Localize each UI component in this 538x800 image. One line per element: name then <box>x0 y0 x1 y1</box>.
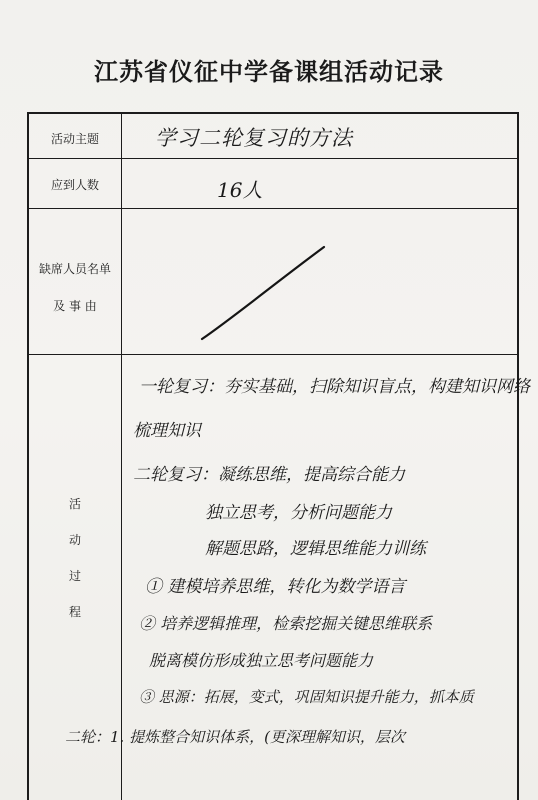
page-title: 江苏省仪征中学备课组活动记录 <box>94 57 444 86</box>
process-label-char: 动 <box>68 533 81 547</box>
theme-value: 学习二轮复习的方法 <box>155 126 353 150</box>
absent-strike-line <box>194 239 334 349</box>
row-divider <box>29 354 517 355</box>
process-label-char: 过 <box>68 569 81 583</box>
absent-reason-label: 及 事 由 <box>53 299 97 313</box>
process-line: 独立思考，分析问题能力 <box>205 503 392 523</box>
column-divider <box>121 114 122 800</box>
row-divider <box>29 158 517 159</box>
process-line: 解题思路，逻辑思维能力训练 <box>205 539 426 559</box>
row-divider <box>29 208 517 209</box>
process-line: 脱离模仿形成独立思考问题能力 <box>149 651 374 670</box>
process-line: 梳理知识 <box>133 421 201 441</box>
process-line: 一轮复习：夯实基础，扫除知识盲点，构建知识网络 <box>139 377 530 397</box>
process-line: ② 培养逻辑推理，检索挖掘关键思维联系 <box>139 614 433 633</box>
process-line: ③ 思源：拓展，变式，巩固知识提升能力，抓本质 <box>139 688 474 706</box>
absent-label: 缺席人员名单 <box>38 262 111 276</box>
process-line: 二轮：1. 提炼整合知识体系，(更深理解知识，层次 <box>65 728 405 746</box>
process-line: ① 建模培养思维，转化为数学语言 <box>145 577 406 597</box>
process-label-char: 活 <box>68 497 81 511</box>
process-label-char: 程 <box>68 605 81 619</box>
attendance-label: 应到人数 <box>50 178 99 192</box>
record-table <box>27 112 530 800</box>
process-line: 二轮复习：凝练思维，提高综合能力 <box>133 465 405 485</box>
attendance-value: 16人 <box>217 178 263 202</box>
theme-label: 活动主题 <box>50 132 99 146</box>
